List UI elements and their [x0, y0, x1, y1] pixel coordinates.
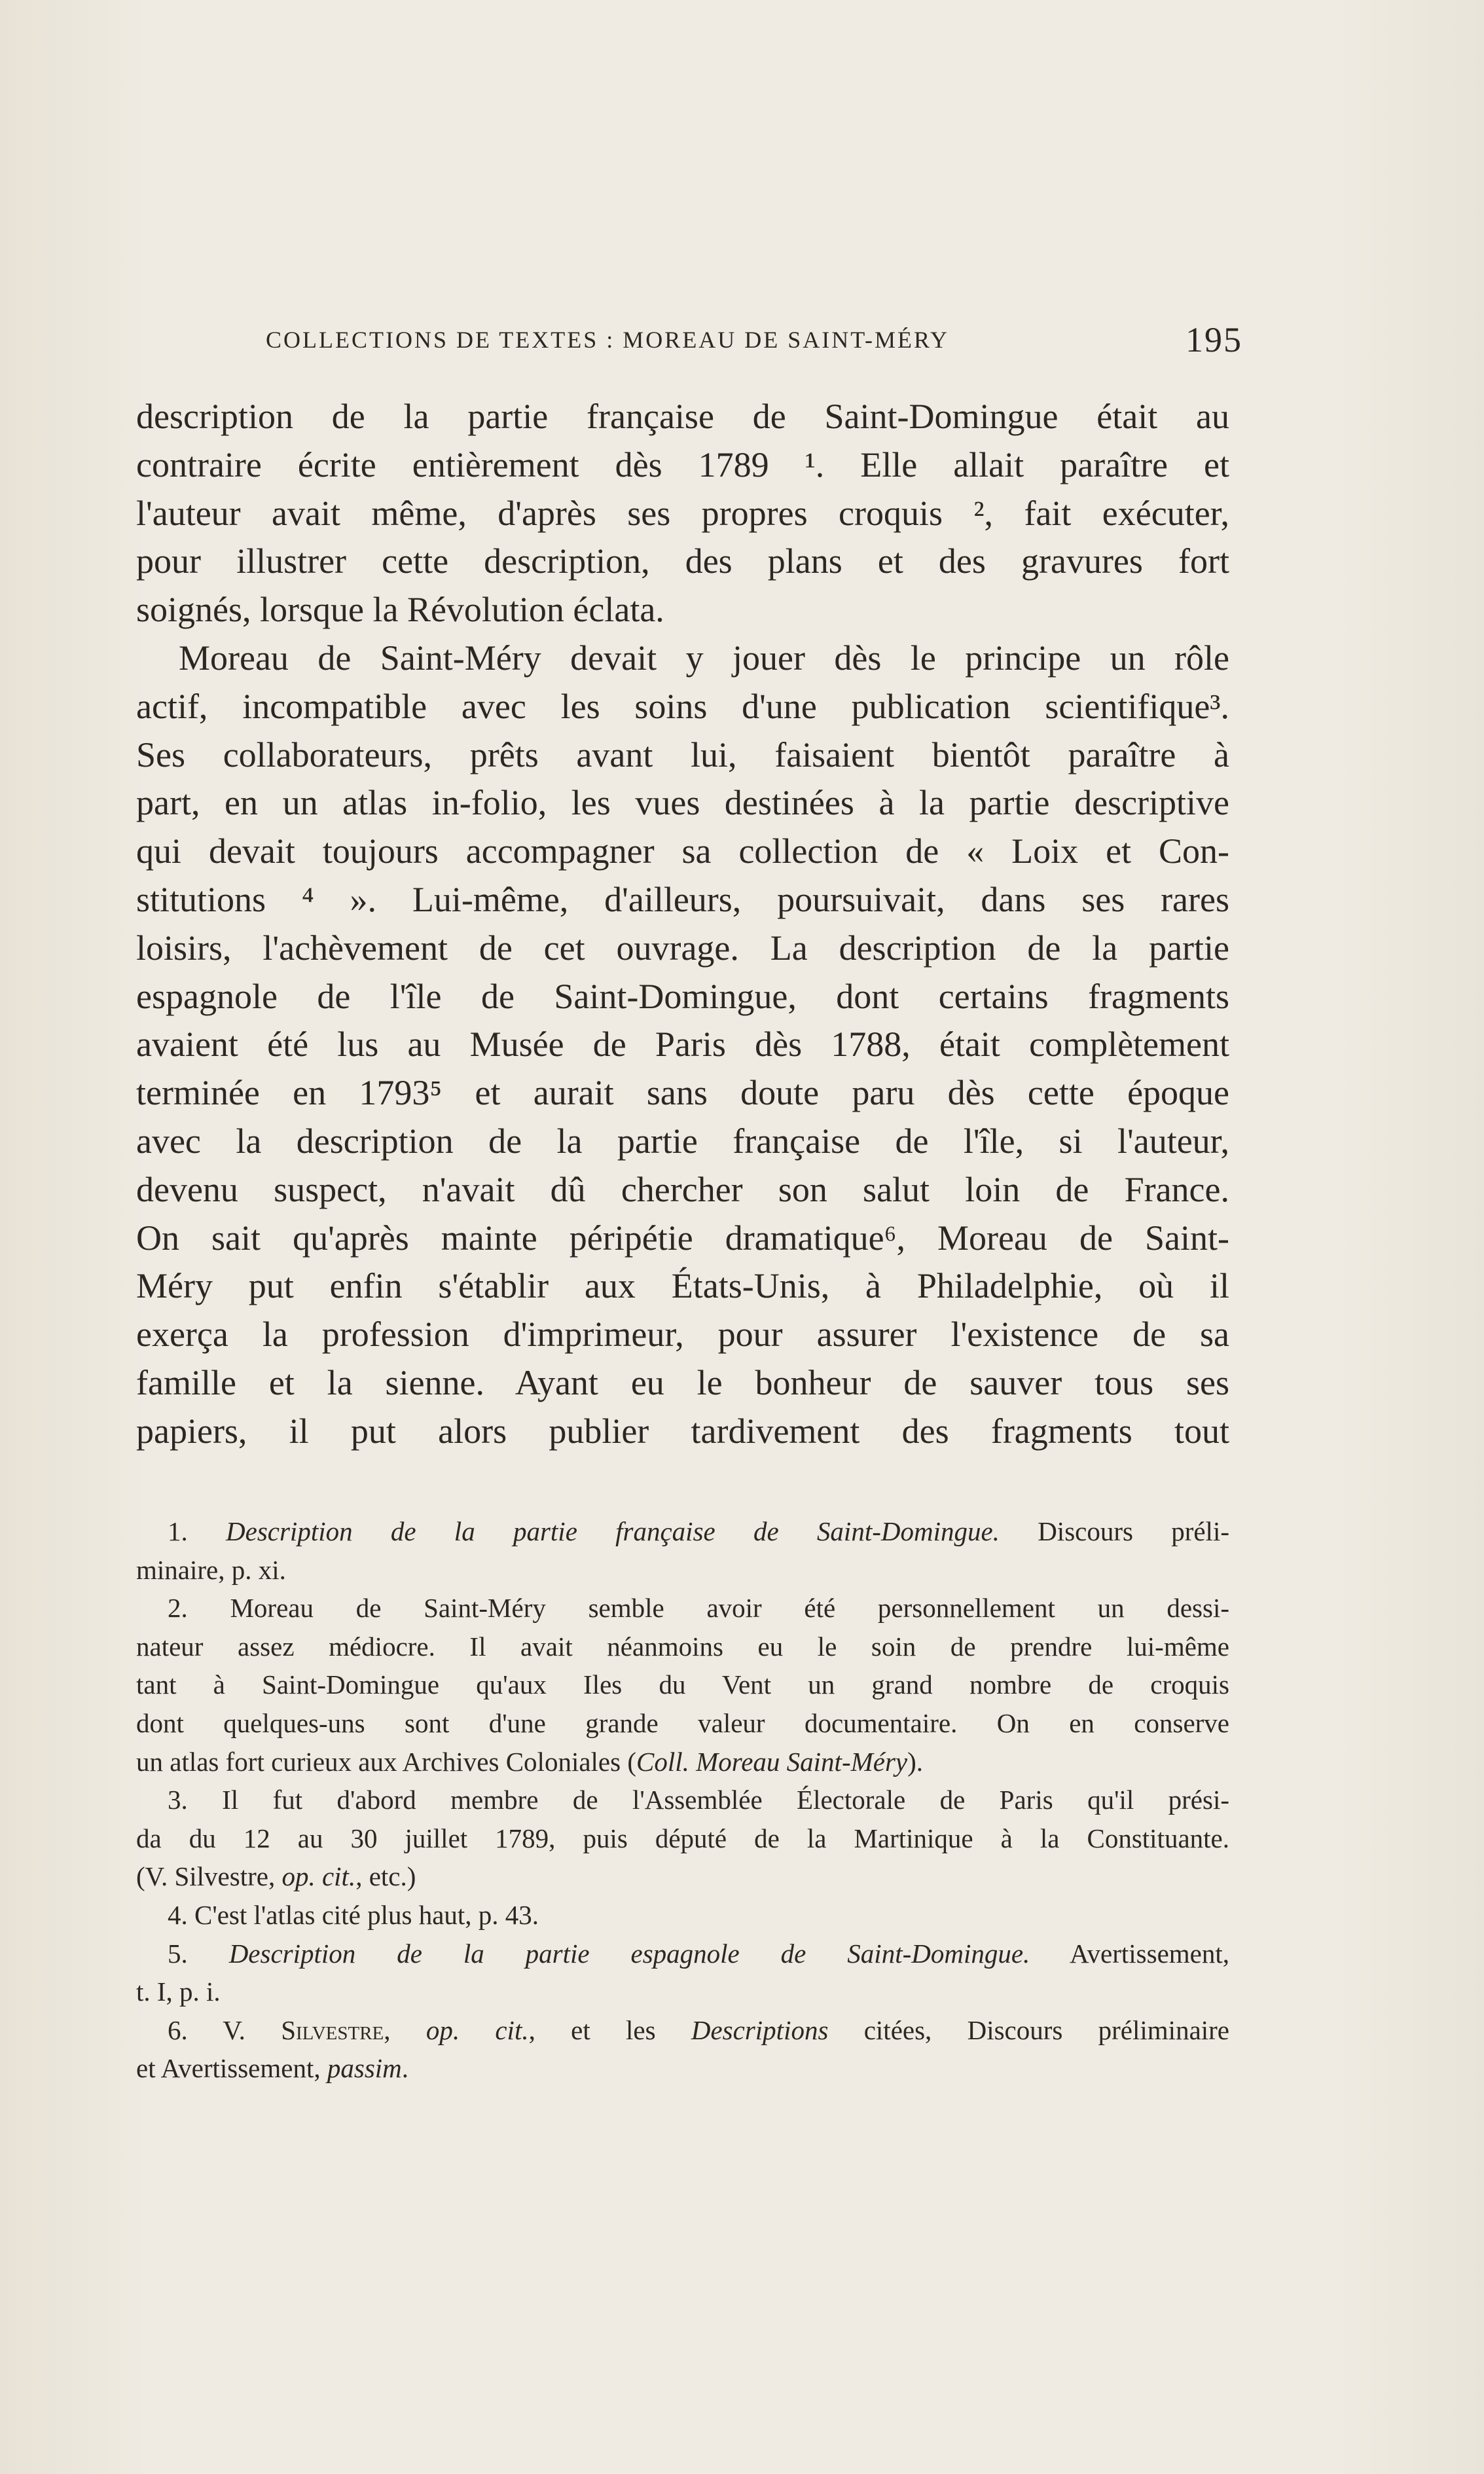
text-line: pour illustrer cette description, des plans et des gravures fort [136, 541, 1229, 581]
footnote-line: un atlas fort curieux aux Archives Coloniales (Coll. Moreau Saint-Méry). [136, 1746, 924, 1777]
footnote-4: 4. C'est l'atlas cité plus haut, p. 43. [168, 1899, 539, 1930]
footnote-1: 1. Description de la partie française de Saint-Domingue. Discours préli- [168, 1516, 1229, 1546]
text-line: devenu suspect, n'avait dû chercher son salut loin de France. [136, 1169, 1229, 1209]
text-line: exerça la profession d'imprimeur, pour assurer l'existence de sa [136, 1315, 1229, 1355]
footnote-line: (V. Silvestre, op. cit., etc.) [136, 1861, 416, 1892]
text-line: part, en un atlas in-folio, les vues destinées à la partie descriptive [136, 783, 1229, 823]
footnote-line: da du 12 au 30 juillet 1789, puis député de la Martinique à la Constituante. [136, 1823, 1229, 1853]
text-line: qui devait toujours accompagner sa collection de « Loix et Con- [136, 831, 1229, 871]
footnotes [136, 1512, 1229, 2088]
text-line: actif, incompatible avec les soins d'une publication scientifique³. [136, 686, 1229, 726]
text-line: description de la partie française de Saint-Domingue était au [136, 397, 1229, 436]
text-line: famille et la sienne. Ayant eu le bonheur de sauver tous ses [136, 1362, 1229, 1402]
text-line: avaient été lus au Musée de Paris dès 1788, était complètement [136, 1025, 1229, 1064]
text-line: Ses collaborateurs, prêts avant lui, faisaient bientôt paraître à [136, 735, 1229, 774]
footnote-line: minaire, p. xi. [136, 1554, 286, 1585]
page-number: 195 [1185, 320, 1242, 359]
running-title: COLLECTIONS DE TEXTES : MOREAU DE SAINT-MÉRY [265, 327, 949, 353]
running-header [136, 319, 1242, 372]
footnote-5: 5. Description de la partie espagnole de Saint-Domingue. Avertissement, [168, 1938, 1230, 1969]
text-line: Méry put enfin s'établir aux États-Unis, à Philadelphie, où il [136, 1266, 1229, 1306]
text-line: soignés, lorsque la Révolution éclata. [136, 590, 664, 630]
footnote-3: 3. Il fut d'abord membre de l'Assemblée Électorale de Paris qu'il prési- [168, 1785, 1229, 1815]
text-line: loisirs, l'achèvement de cet ouvrage. La description de la partie [136, 928, 1229, 968]
text-line: l'auteur avait même, d'après ses propres croquis ², fait exécuter, [136, 493, 1229, 533]
footnote-line: dont quelques-uns sont d'une grande valeur documentaire. On en conserve [136, 1707, 1229, 1738]
text-line: contraire écrite entièrement dès 1789 ¹. Elle allait paraître et [136, 445, 1229, 484]
text-line: avec la description de la partie française de l'île, si l'auteur, [136, 1121, 1229, 1161]
text-line: terminée en 1793⁵ et aurait sans doute paru dès cette époque [136, 1073, 1229, 1113]
text-line: papiers, il put alors publier tardivement des fragments tout [136, 1411, 1229, 1451]
footnote-line: nateur assez médiocre. Il avait néanmoins eu le soin de prendre lui-même [136, 1631, 1229, 1662]
text-line: stitutions ⁴ ». Lui-même, d'ailleurs, poursuivait, dans ses rares [136, 879, 1229, 919]
footnote-line: tant à Saint-Domingue qu'aux Iles du Vent un grand nombre de croquis [136, 1669, 1229, 1700]
text-line: Moreau de Saint-Méry devait y jouer dès le principe un rôle [179, 638, 1229, 678]
main-text [136, 393, 1229, 1456]
footnote-6: 6. V. Silvestre, op. cit., et les Descriptions citées, Discours préliminaire [168, 2014, 1230, 2045]
text-line: On sait qu'après mainte péripétie dramatique⁶, Moreau de Saint- [136, 1218, 1229, 1258]
footnote-line: t. I, p. i. [136, 1976, 221, 2007]
footnote-line: et Avertissement, passim. [136, 2053, 409, 2084]
text-line: espagnole de l'île de Saint-Domingue, dont certains fragments [136, 976, 1229, 1016]
footnote-2: 2. Moreau de Saint-Méry semble avoir été personnellement un dessi- [168, 1593, 1229, 1624]
